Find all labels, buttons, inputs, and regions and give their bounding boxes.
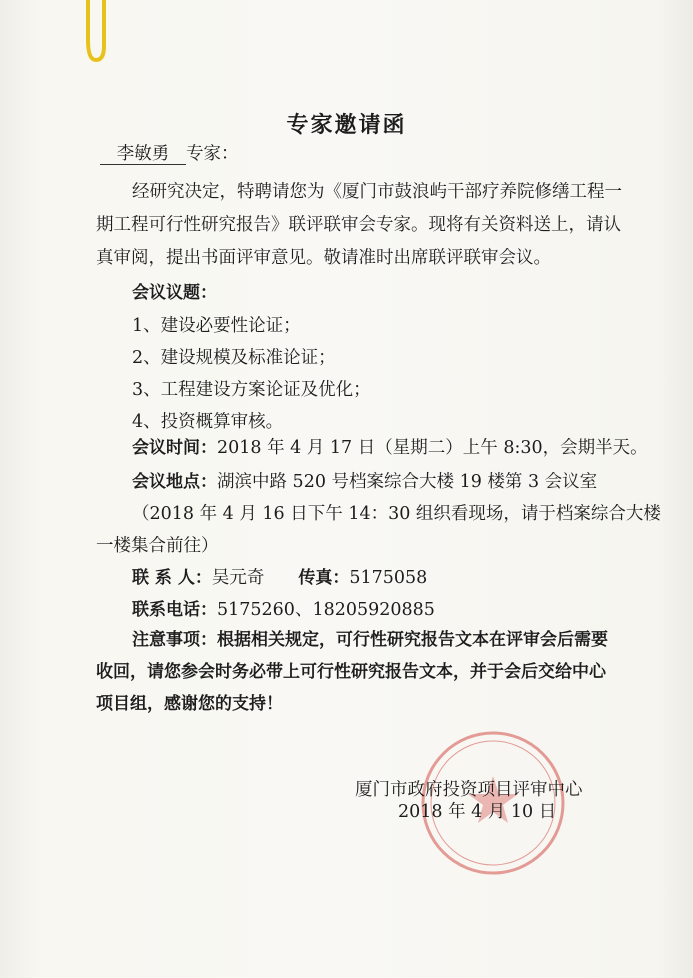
contact-person-label: 联 系 人： <box>132 568 212 588</box>
agenda-item: 2、建设规模及标准论证； <box>132 348 336 368</box>
notice-line-2: 收回，请您参会时务必带上可行性研究报告文本，并于会后交给中心 <box>96 662 606 682</box>
addressee-suffix: 专家： <box>186 144 239 164</box>
meeting-place <box>132 472 597 492</box>
signature-org: 厦门市政府投资项目评审中心 <box>355 780 583 800</box>
visit-line-2: 一楼集合前往） <box>96 536 219 556</box>
agenda-item: 3、工程建设方案论证及优化； <box>132 380 371 400</box>
body-line-1: 经研究决定，特聘请您为《厦门市鼓浪屿干部疗养院修缮工程一 <box>132 182 622 202</box>
meeting-time-value: 2018 年 4 月 17 日（星期二）上午 8:30，会期半天。 <box>217 438 648 458</box>
fax-label: 传真： <box>298 568 350 588</box>
agenda-heading: 会议议题： <box>132 283 217 303</box>
contact-person <box>132 568 427 588</box>
meeting-place-value: 湖滨中路 520 号档案综合大楼 19 楼第 3 会议室 <box>217 472 598 492</box>
phone-value: 5175260、18205920885 <box>217 600 435 620</box>
visit-line-1: （2018 年 4 月 16 日下午 14：30 组织看现场，请于档案综合大楼 <box>132 504 661 524</box>
paper-clip-icon <box>80 0 108 68</box>
notice-line-3: 项目组，感谢您的支持！ <box>96 694 283 714</box>
page-title: 专家邀请函 <box>286 113 407 138</box>
signature-date: 2018 年 4 月 10 日 <box>398 802 557 822</box>
agenda-item: 1、建设必要性论证； <box>132 316 301 336</box>
phone-label: 联系电话： <box>132 600 217 620</box>
meeting-time-label: 会议时间： <box>132 438 217 458</box>
addressee-line <box>100 144 239 165</box>
notice-text-1: 根据相关规定，可行性研究报告文本在评审会后需要 <box>217 630 608 650</box>
agenda-item: 4、投资概算审核。 <box>132 412 284 432</box>
meeting-time <box>132 438 648 458</box>
contact-person-value: 吴元奇 <box>211 568 265 588</box>
body-line-2: 期工程可行性研究报告》联评联审会专家。现将有关资料送上，请认 <box>96 215 621 235</box>
notice-label: 注意事项： <box>132 630 217 650</box>
addressee-name: 李敏勇 <box>100 144 186 165</box>
fax-value: 5175058 <box>349 568 428 588</box>
contact-phone <box>132 600 435 620</box>
meeting-place-label: 会议地点： <box>132 472 217 492</box>
body-line-3: 真审阅，提出书面评审意见。敬请准时出席联评联审会议。 <box>96 248 551 268</box>
notice-line-1 <box>132 630 608 650</box>
